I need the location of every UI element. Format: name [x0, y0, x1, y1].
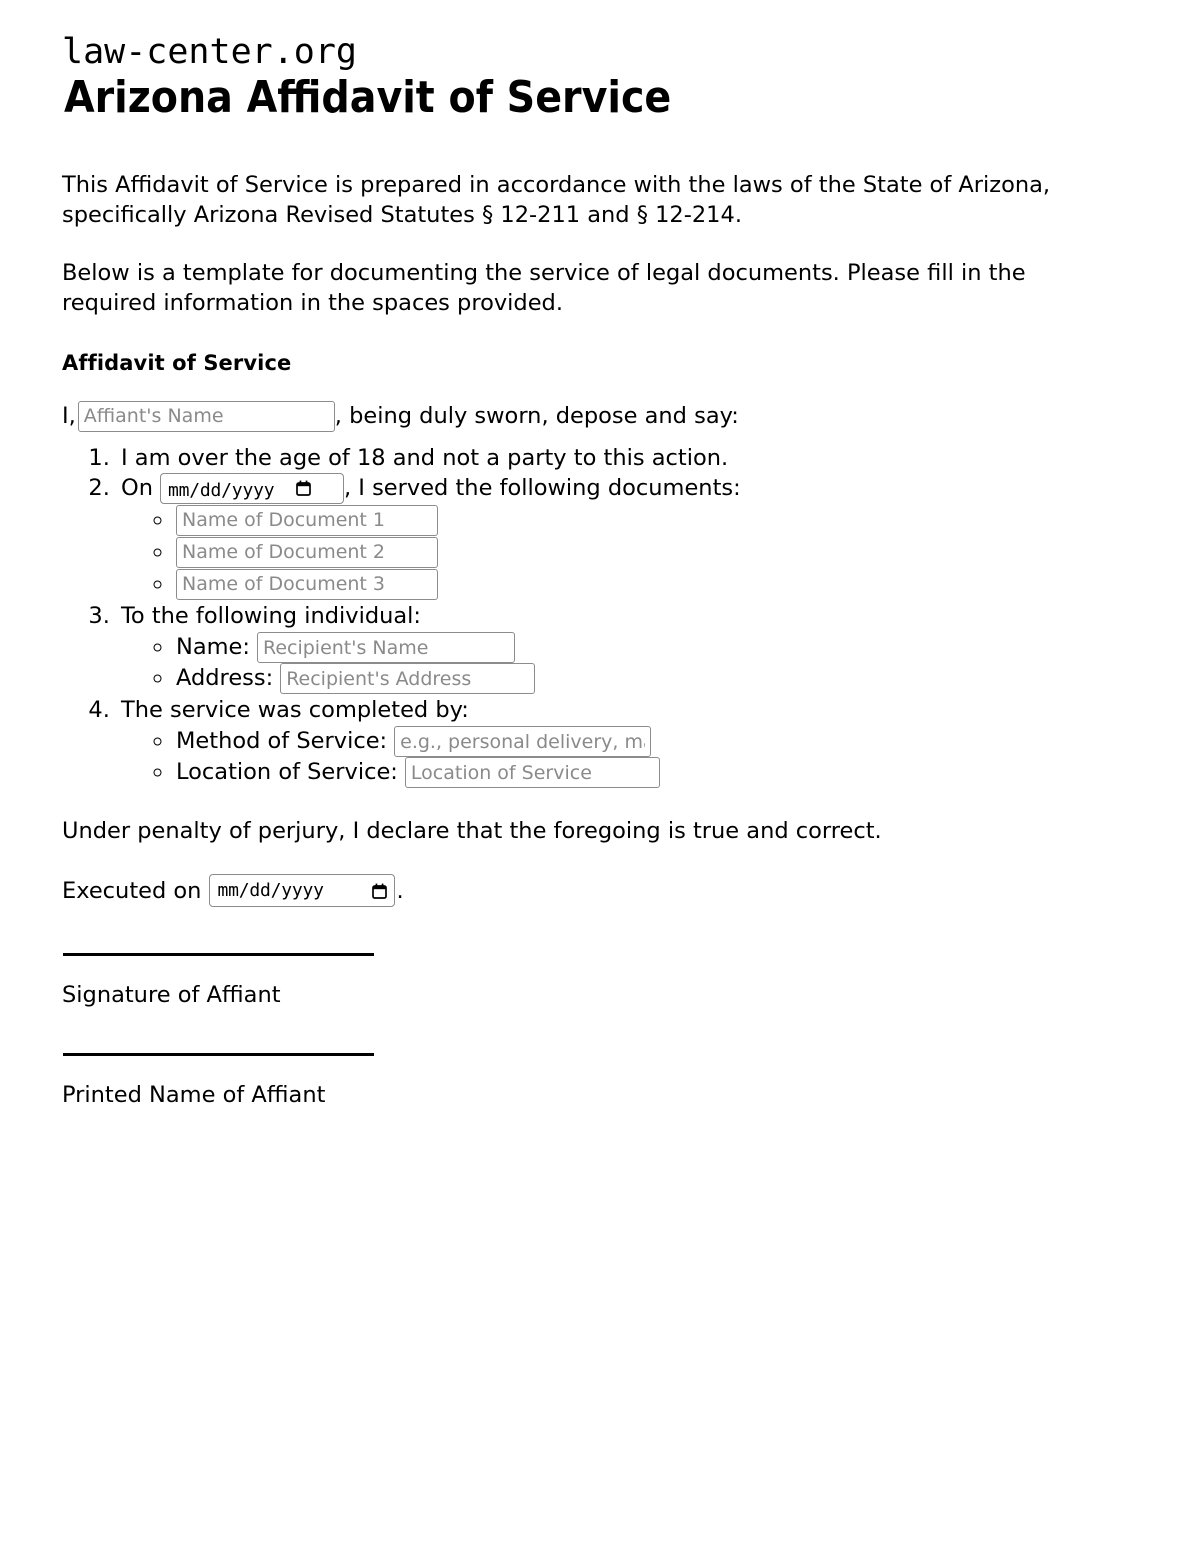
signature-line: [63, 953, 374, 956]
method-of-service-row: [176, 726, 1122, 757]
signature-label: Signature of Affiant: [62, 982, 281, 1009]
list-item-method-of-service: [174, 726, 1122, 757]
calendar-icon[interactable]: [372, 883, 387, 899]
signature-spacer: [62, 1009, 1122, 1053]
list-item-document: [174, 569, 1122, 600]
location-of-service-input[interactable]: [405, 757, 660, 788]
calendar-icon[interactable]: [296, 480, 311, 496]
list-item-recipient: [117, 602, 1122, 694]
signature-block: [62, 953, 1122, 1109]
service-details-list: [121, 726, 1122, 788]
intro-paragraph-2: Below is a template for documenting the service of legal documents. Please fill in the required information in the spaces provided.: [62, 259, 1026, 316]
list-item-service-completion-text: The service was completed by:: [121, 697, 469, 724]
location-of-service-row: [176, 757, 1122, 788]
sworn-prefix-text: I,: [62, 402, 76, 429]
page-title: Arizona Affidavit of Service: [64, 71, 672, 123]
printed-name-label: Printed Name of Affiant: [62, 1082, 326, 1109]
sworn-suffix-text: , being duly sworn, depose and say:: [334, 402, 739, 429]
list-item-document: [174, 537, 1122, 568]
service-date-line: [121, 473, 1122, 504]
site-name: law-center.org: [62, 32, 358, 72]
recipient-name-input[interactable]: [257, 632, 515, 663]
recipient-name-row: [176, 632, 1122, 663]
perjury-declaration: Under penalty of perjury, I declare that the foregoing is true and correct.: [62, 818, 882, 845]
list-item-service-date: [117, 473, 1122, 600]
recipient-name-label: ◦ Name:: [176, 634, 250, 661]
executed-on-line: [62, 874, 1122, 907]
section-heading-affidavit: Affidavit of Service: [62, 350, 292, 375]
document-content: [62, 34, 1122, 1109]
document-3-input[interactable]: [176, 569, 438, 600]
recipient-fields-list: [121, 632, 1122, 694]
date-served-value: mm/dd/yyyy: [167, 479, 275, 501]
affidavit-statements-list: [62, 444, 1122, 789]
printed-name-line: [63, 1053, 374, 1056]
list-item-document: [174, 505, 1122, 536]
method-of-service-label: ◦ Method of Service:: [176, 728, 388, 755]
document-2-input[interactable]: [176, 537, 438, 568]
served-documents-list: [121, 505, 1122, 600]
executed-on-suffix: .: [396, 877, 404, 904]
list-item-recipient-text: To the following individual:: [121, 602, 421, 629]
list-item-service-completion: [117, 696, 1122, 788]
list-item-location-of-service: [174, 757, 1122, 788]
location-of-service-label: ◦ Location of Service:: [176, 759, 398, 786]
recipient-address-row: [176, 663, 1122, 694]
recipient-address-input[interactable]: [280, 663, 535, 694]
list-item-recipient-name: [174, 632, 1122, 663]
method-of-service-input[interactable]: [394, 726, 651, 757]
document-1-input[interactable]: [176, 505, 438, 536]
date-executed-input[interactable]: [209, 874, 395, 907]
date-executed-value: mm/dd/yyyy: [217, 880, 324, 902]
affiant-name-input[interactable]: [78, 401, 335, 432]
sworn-statement-line: [62, 401, 1122, 432]
service-date-prefix: 2. On: [121, 474, 153, 501]
service-date-suffix: , I served the following documents:: [343, 474, 741, 501]
date-served-input[interactable]: [160, 473, 344, 504]
intro-paragraph-1: This Affidavit of Service is prepared in accordance with the laws of the State of Arizona, specifically Arizona Revised Statutes § 12-211 and § 12-214.: [62, 172, 1051, 228]
recipient-address-label: ◦ Address:: [176, 665, 274, 692]
executed-on-prefix: Executed on: [62, 877, 202, 904]
list-item-age-statement: [117, 444, 1122, 473]
list-item-age-text: I am over the age of 18 and not a party to this action.: [121, 444, 729, 471]
list-item-recipient-address: [174, 663, 1122, 694]
